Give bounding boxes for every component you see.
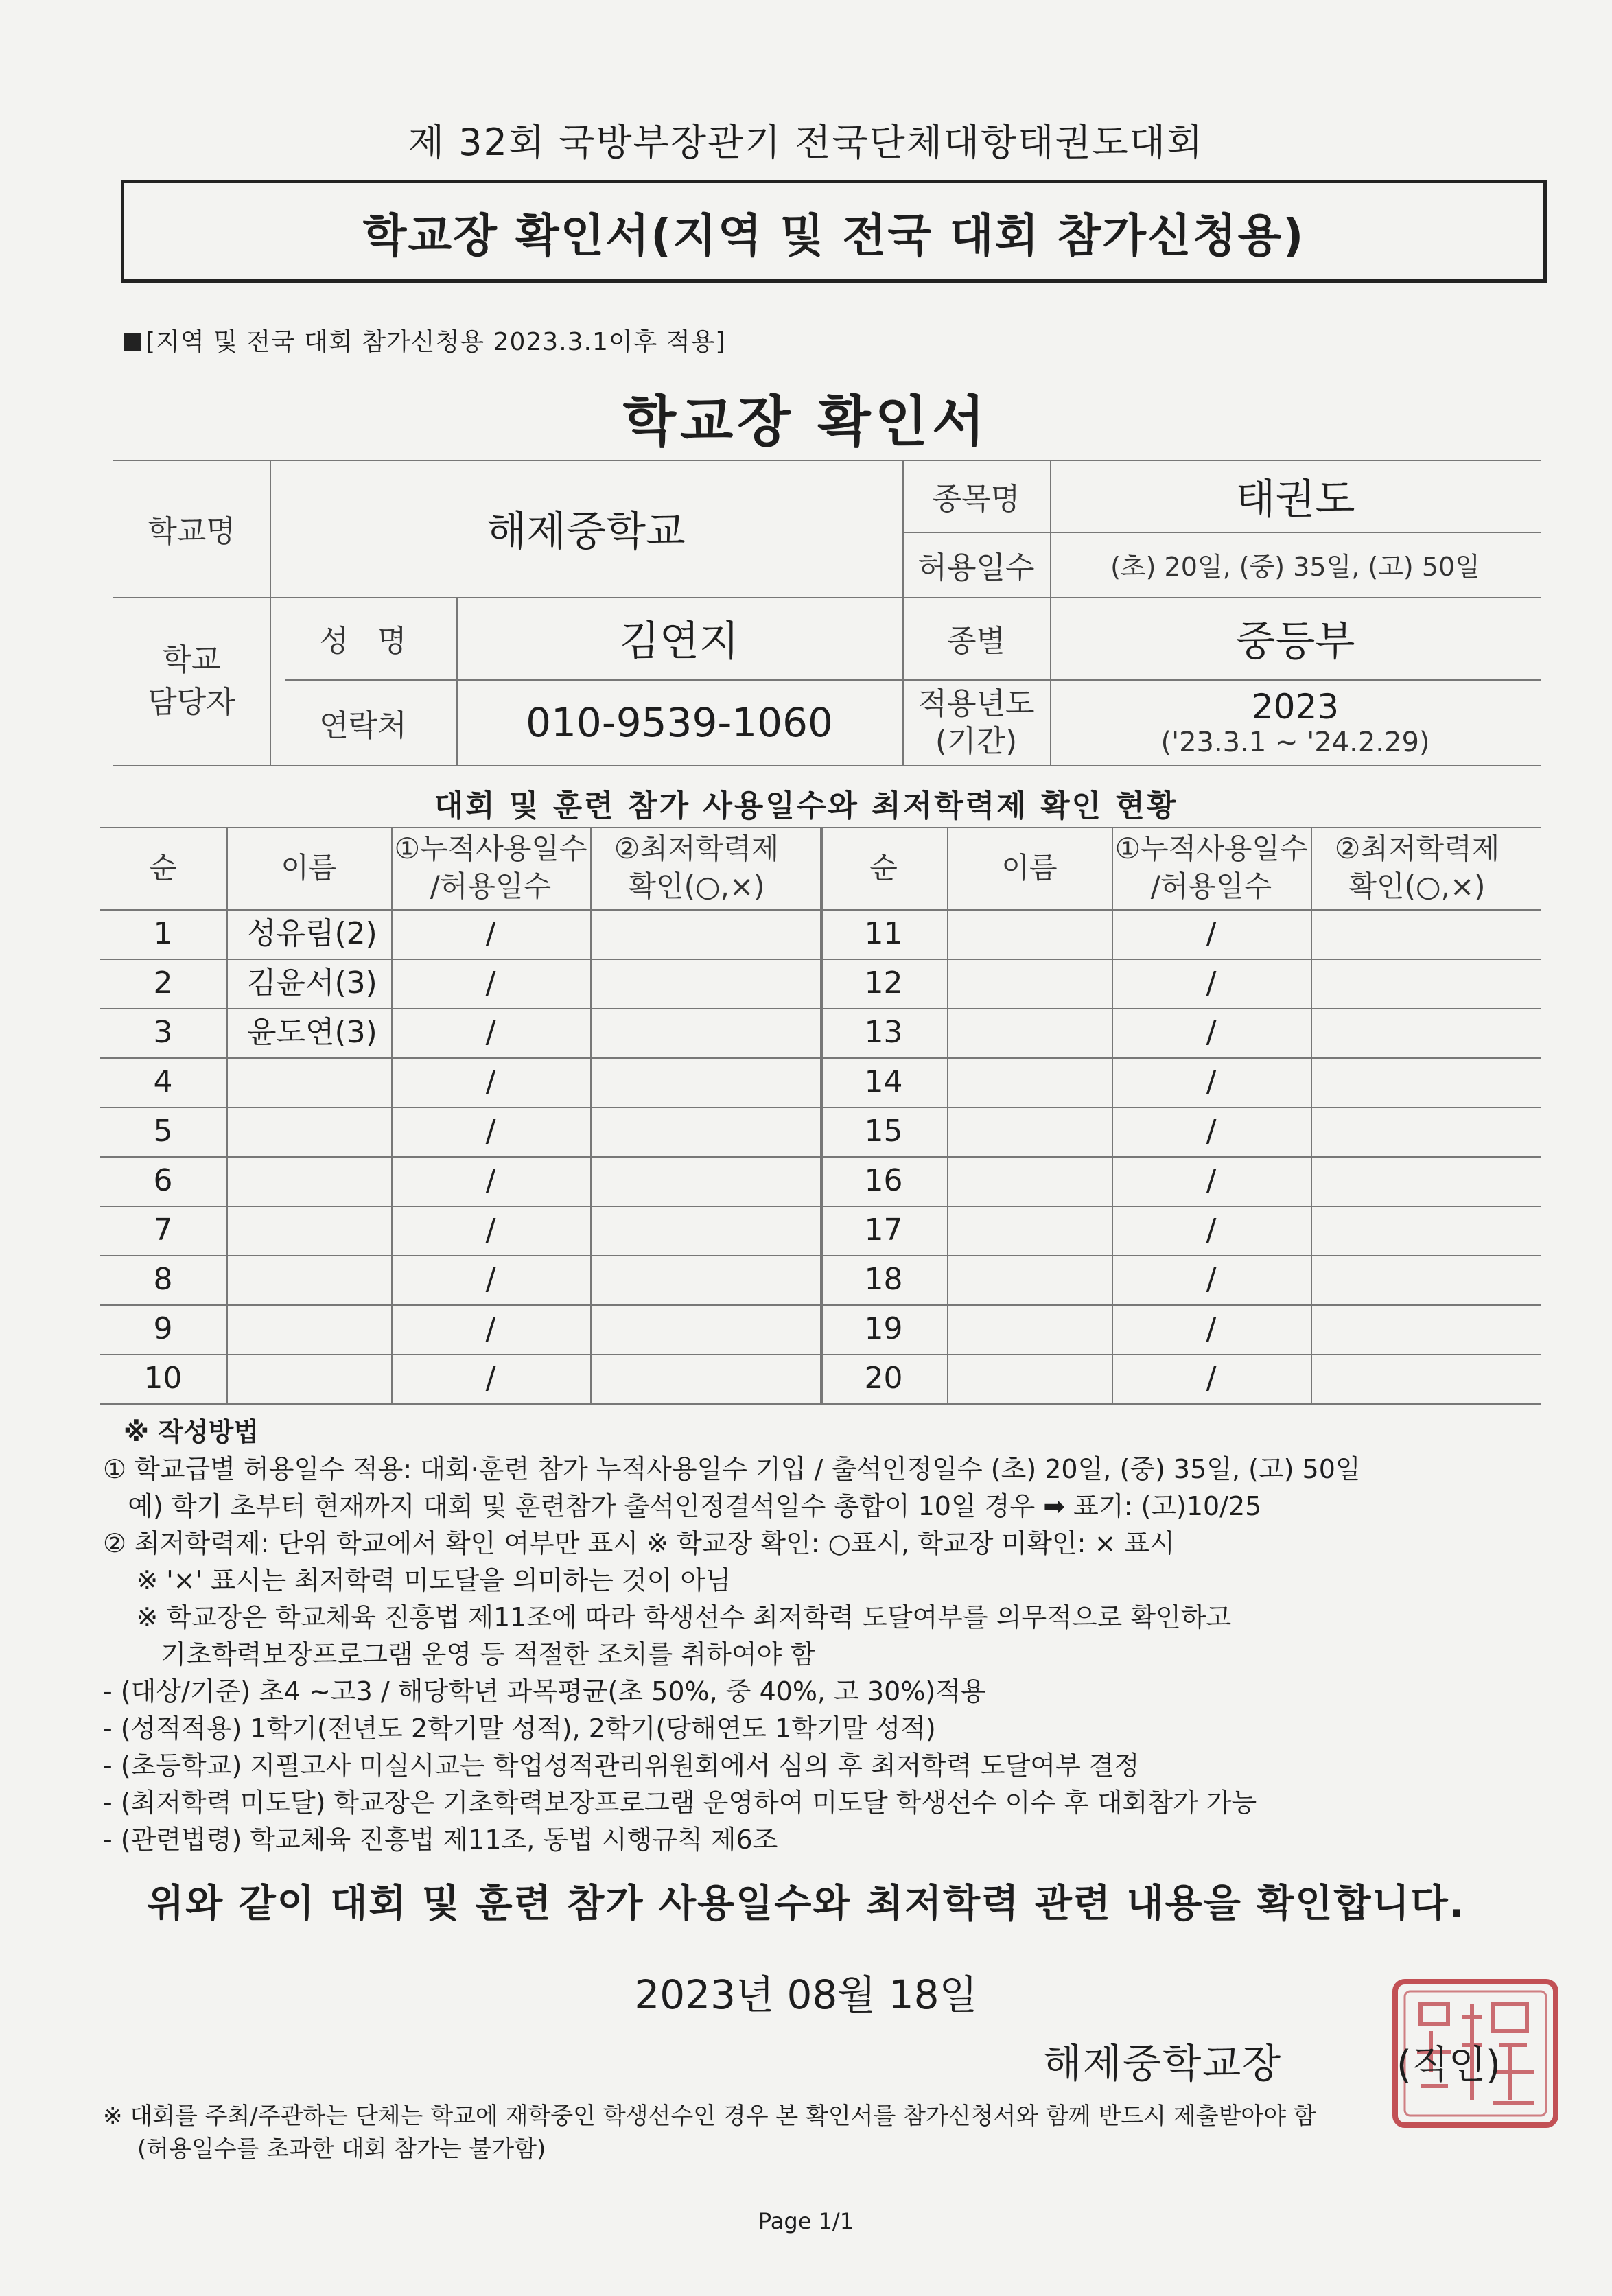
days-used-value: / — [485, 1163, 496, 1199]
school-label: 학교명 — [148, 514, 235, 549]
instruction-line: 기초학력보장프로그램 운영 등 적절한 조치를 취하여야 함 — [103, 1639, 816, 1670]
days-used-value: / — [1206, 1262, 1217, 1298]
col-header-days: ①누적사용일수 /허용일수 — [1114, 832, 1308, 903]
academic-check-value — [590, 1206, 803, 1255]
document-title-box — [121, 180, 1547, 283]
athlete-name: 김윤서(3) — [247, 965, 377, 1001]
academic-check-value — [1311, 1206, 1523, 1255]
academic-check-value — [1311, 1354, 1523, 1403]
athlete-name — [947, 1107, 1112, 1156]
info-table — [113, 460, 1541, 775]
name-value: 김연지 — [620, 618, 739, 666]
instruction-line: - (대상/기준) 초4 ~고3 / 해당학년 과목평균(초 50%, 중 40%, 고 30%)적용 — [103, 1676, 986, 1707]
days-used-value: / — [1206, 1213, 1217, 1248]
row-number: 12 — [864, 965, 903, 1001]
footnote — [103, 2100, 1558, 2166]
athlete-name: 성유림(2) — [247, 916, 377, 952]
row-number: 20 — [864, 1361, 903, 1396]
academic-check-value — [590, 959, 803, 1008]
col-header-academic: ②최저학력제 확인(○,×) — [1334, 832, 1500, 903]
academic-check-value — [590, 1156, 803, 1206]
academic-check-value — [1311, 909, 1523, 959]
instruction-line: ② 최저학력제: 단위 학교에서 확인 여부만 표시 ※ 학교장 확인: ○표시, 학교장 미확인: × 표시 — [103, 1528, 1175, 1558]
days-used-value: / — [485, 1015, 496, 1051]
page-number: Page 1/1 — [758, 2208, 854, 2234]
days-used-value: / — [485, 1361, 496, 1396]
center-divider — [820, 827, 823, 1403]
days-used-value: / — [1206, 1114, 1217, 1149]
academic-check-value — [1311, 1304, 1523, 1354]
academic-check-value — [590, 1255, 803, 1304]
row-number: 10 — [143, 1361, 183, 1396]
athlete-name — [226, 1255, 391, 1304]
col-header-academic: ②최저학력제 확인(○,×) — [614, 832, 780, 903]
athlete-name — [947, 1354, 1112, 1403]
academic-check-value — [1311, 959, 1523, 1008]
athlete-name — [947, 1156, 1112, 1206]
athlete-name — [947, 909, 1112, 959]
allowed-days-value: (초) 20일, (중) 35일, (고) 50일 — [1110, 552, 1480, 582]
instruction-line: - (초등학교) 지필고사 미실시교는 학업성적관리위원회에서 심의 후 최저학력 도달여부 결정 — [103, 1750, 1140, 1781]
row-number: 4 — [153, 1064, 173, 1100]
athlete-name — [226, 1057, 391, 1107]
col-header-days: ①누적사용일수 /허용일수 — [394, 832, 587, 903]
confirmation-date: 2023년 08월 18일 — [634, 1971, 978, 2018]
days-used-value: / — [1206, 916, 1217, 952]
document-title: 학교장 확인서(지역 및 전국 대회 참가신청용) — [362, 209, 1305, 262]
sport-label: 종목명 — [932, 481, 1020, 517]
athlete-name — [947, 1057, 1112, 1107]
instructions — [103, 1414, 1544, 1858]
days-used-value: / — [1206, 1311, 1217, 1347]
athlete-name — [226, 1107, 391, 1156]
roster-table — [100, 827, 1541, 1410]
academic-check-value — [590, 909, 803, 959]
contact-label: 연락처 — [319, 707, 407, 743]
period-value: ('23.3.1 ~ '24.2.29) — [1160, 726, 1430, 758]
row-number: 7 — [153, 1213, 173, 1248]
athlete-name — [226, 1206, 391, 1255]
days-used-value: / — [1206, 1163, 1217, 1199]
row-number: 13 — [864, 1015, 903, 1051]
main-title: 학교장 확인서 — [622, 390, 990, 454]
instruction-line: - (최저학력 미도달) 학교장은 기초학력보장프로그램 운영하여 미도달 학생선수 이수 후 대회참가 가능 — [103, 1788, 1257, 1818]
seal-label: (직인) — [1397, 2043, 1501, 2087]
confirmation-statement: 위와 같이 대회 및 훈련 참가 사용일수와 최저학력 관련 내용을 확인합니다. — [146, 1882, 1466, 1926]
row-number: 9 — [153, 1311, 173, 1347]
row-number: 2 — [153, 965, 173, 1001]
sport-value: 태권도 — [1235, 475, 1355, 524]
row-number: 15 — [864, 1114, 903, 1149]
col-header-name: 이름 — [1001, 850, 1058, 885]
days-used-value: / — [485, 916, 496, 952]
row-number: 8 — [153, 1262, 173, 1298]
days-used-value: / — [1206, 1064, 1217, 1100]
sub-note — [124, 323, 725, 358]
days-used-value: / — [485, 965, 496, 1001]
row-number: 14 — [864, 1064, 903, 1100]
instructions-heading: ※ 작성방법 — [124, 1417, 259, 1447]
days-used-value: / — [485, 1064, 496, 1100]
year-value: 2023 — [1251, 686, 1340, 727]
row-number: 18 — [864, 1262, 903, 1298]
academic-check-value — [590, 1057, 803, 1107]
col-header-name: 이름 — [281, 850, 337, 885]
athlete-name — [947, 1008, 1112, 1057]
days-used-value: / — [485, 1114, 496, 1149]
row-number: 6 — [153, 1163, 173, 1199]
academic-check-value — [1311, 1255, 1523, 1304]
roster-section-title: 대회 및 훈련 참가 사용일수와 최저학력제 확인 현황 — [434, 788, 1178, 823]
row-number: 1 — [153, 916, 173, 952]
col-divider — [590, 827, 592, 1403]
athlete-name — [226, 1304, 391, 1354]
division-label: 종별 — [946, 624, 1005, 659]
days-used-value: / — [485, 1213, 496, 1248]
footnote-line-1: ※ 대회를 주최/주관하는 단체는 학교에 재학중인 학생선수인 경우 본 확인서를 참가신청서와 함께 반드시 제출받아야 함 — [103, 2102, 1316, 2130]
academic-check-value — [590, 1354, 803, 1403]
academic-check-value — [1311, 1008, 1523, 1057]
days-used-value: / — [1206, 1361, 1217, 1396]
year-label: 적용년도 (기간) — [918, 686, 1035, 759]
instruction-line: - (성적적용) 1학기(전년도 2학기말 성적), 2학기(당해연도 1학기말 성적) — [103, 1713, 936, 1744]
col-divider — [391, 827, 393, 1403]
days-used-value: / — [485, 1262, 496, 1298]
row-number: 19 — [864, 1311, 903, 1347]
instruction-line: ※ 학교장은 학교체육 진흥법 제11조에 따라 학생선수 최저학력 도달여부를 의무적으로 확인하고 — [103, 1602, 1232, 1632]
athlete-name — [947, 1206, 1112, 1255]
name-label: 성 명 — [319, 624, 407, 659]
contact-value: 010-9539-1060 — [526, 699, 833, 746]
col-header-no: 순 — [869, 850, 898, 885]
days-used-value: / — [485, 1311, 496, 1347]
row-number: 17 — [864, 1213, 903, 1248]
instruction-line: ① 학교급별 허용일수 적용: 대회·훈련 참가 누적사용일수 기입 / 출석인정일수 (초) 20일, (중) 35일, (고) 50일 — [103, 1454, 1361, 1484]
sub-note-text: [지역 및 전국 대회 참가신청용 2023.3.1이후 적용] — [145, 328, 726, 356]
athlete-name — [226, 1156, 391, 1206]
col-header-no: 순 — [149, 850, 177, 885]
manager-label: 학교 담당자 — [148, 642, 235, 720]
signer-name: 해제중학교장 — [1043, 2040, 1283, 2087]
division-value: 중등부 — [1235, 618, 1355, 666]
athlete-name — [947, 1255, 1112, 1304]
event-name: 제 32회 국방부장관기 전국단체대항태권도대회 — [408, 121, 1204, 164]
year-cell — [1050, 679, 1541, 765]
academic-check-value — [590, 1008, 803, 1057]
academic-check-value — [1311, 1107, 1523, 1156]
allowed-days-label: 허용일수 — [918, 550, 1035, 585]
academic-check-value — [1311, 1057, 1523, 1107]
academic-check-value — [1311, 1156, 1523, 1206]
instruction-line: 예) 학기 초부터 현재까지 대회 및 훈련참가 출석인정결석일수 총합이 10일 경우 ➡ 표기: (고)10/25 — [103, 1491, 1262, 1521]
square-bullet-icon — [124, 333, 141, 351]
row-number: 11 — [864, 916, 903, 952]
col-divider — [226, 827, 228, 1403]
row-divider — [100, 1403, 1541, 1405]
row-number: 5 — [153, 1114, 173, 1149]
footnote-line-2: (허용일수를 초과한 대회 참가는 불가함) — [137, 2135, 546, 2163]
athlete-name — [947, 1304, 1112, 1354]
athlete-name: 윤도연(3) — [247, 1015, 377, 1051]
row-number: 3 — [153, 1015, 173, 1051]
athlete-name — [947, 959, 1112, 1008]
instruction-line: ※ '×' 표시는 최저학력 미도달을 의미하는 것이 아님 — [103, 1565, 731, 1595]
col-divider — [1112, 827, 1113, 1403]
instruction-line: - (관련법령) 학교체육 진흥법 제11조, 동법 시행규칙 제6조 — [103, 1825, 778, 1855]
academic-check-value — [590, 1304, 803, 1354]
athlete-name — [226, 1354, 391, 1403]
academic-check-value — [590, 1107, 803, 1156]
col-divider — [947, 827, 948, 1403]
days-used-value: / — [1206, 1015, 1217, 1051]
days-used-value: / — [1206, 965, 1217, 1001]
row-number: 16 — [864, 1163, 903, 1199]
school-value: 해제중학교 — [487, 508, 686, 556]
col-divider — [1311, 827, 1312, 1403]
